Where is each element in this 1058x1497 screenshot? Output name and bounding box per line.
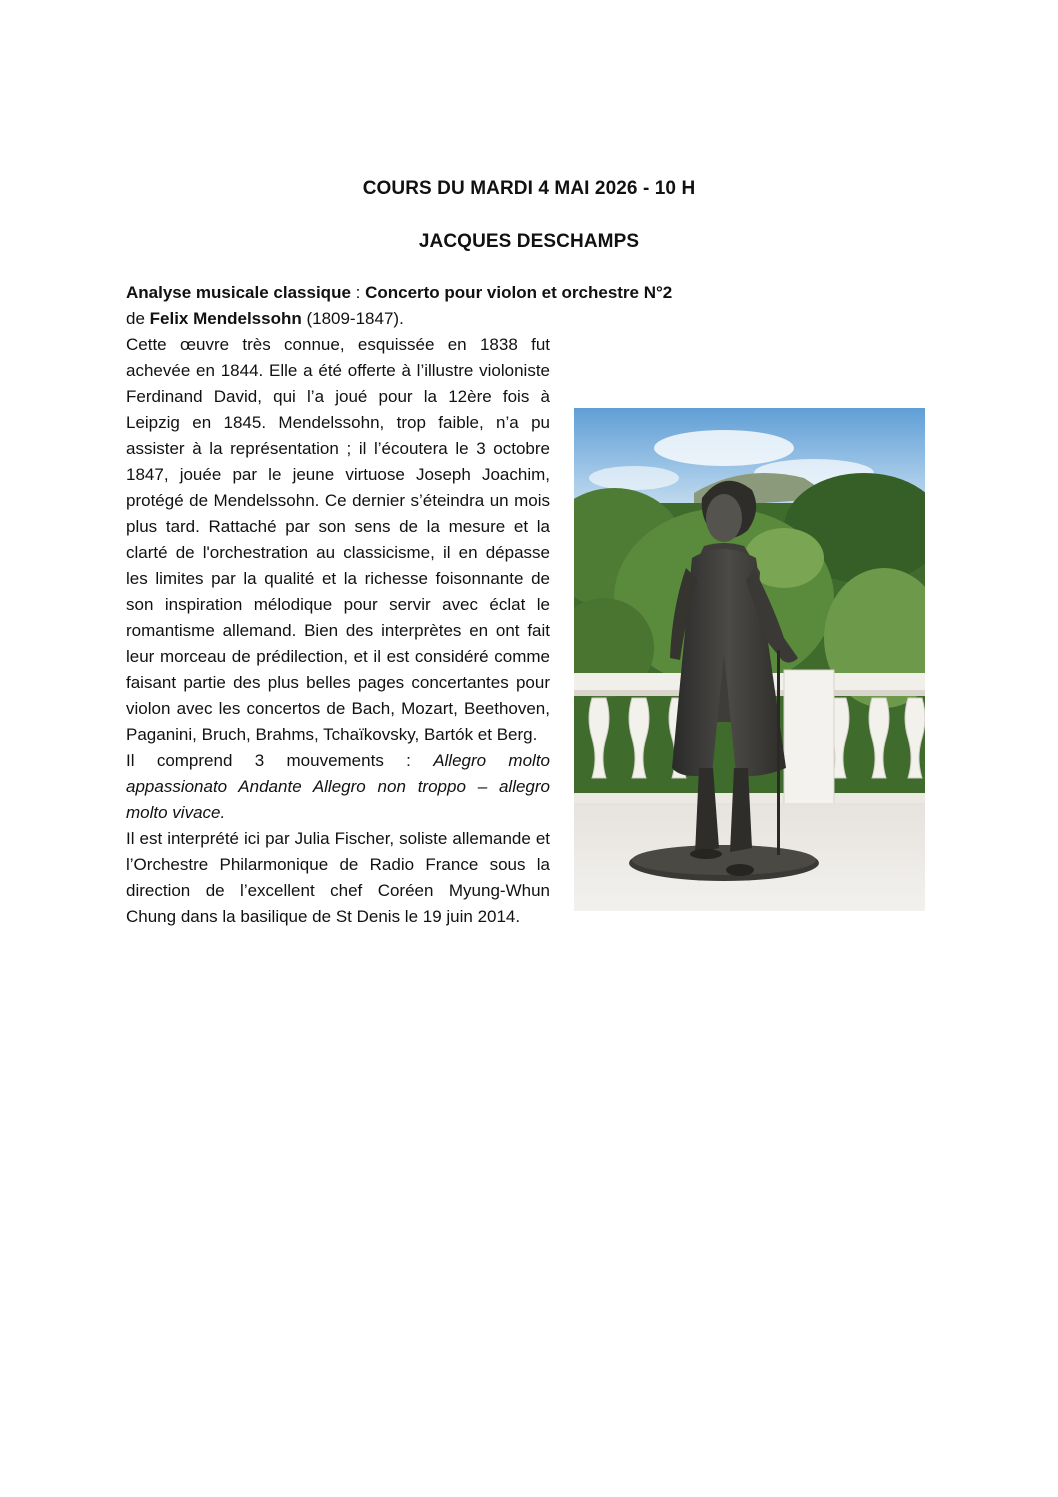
intro-de: de [126, 309, 150, 328]
paragraph-movements [126, 748, 550, 826]
intro-separator: : [350, 283, 366, 302]
statue-photo [574, 408, 925, 911]
paragraph-history: Cette œuvre très connue, esquissée en 1838 fut achevée en 1844. Elle a été offerte à l’illustre violoniste Ferdinand David, qui l’a joué pour la 12ère fois à Leipzig en 1845. Mendelssohn, trop faible, n’a pu assister à la représentation ; il l’écoutera le 3 octobre 1847, jouée par le jeune virtuose Joseph Joachim, protégé de Mendelssohn. Ce dernier s’éteindra un mois plus tard. Rattaché par son sens de la mesure et la clarté de l'orchestration au classicisme, il en dépasse les limites par la qualité et la richesse foisonnante de son inspiration mélodique pour servir avec éclat le romantisme allemand. Bien des interprètes en ont fait leur morceau de prédilection, et il est considéré comme faisant partie des plus belles pages concertantes pour violon avec les concertos de Bach, Mozart, Beethoven, Paganini, Bruch, Brahms, Tchaïkovsky, Bartók et Berg. [126, 335, 550, 744]
course-title: COURS DU MARDI 4 MAI 2026 - 10 H [362, 178, 696, 199]
paragraph-performance: Il est interprété ici par Julia Fischer, soliste allemande et l’Orchestre Philarmonique de Radio France sous la direction de l’excellent chef Coréen Myung-Whun Chung dans la basilique de St Denis le 19 juin 2014. [126, 829, 550, 926]
statue-illustration [574, 408, 925, 911]
intro-line-1 [126, 280, 672, 306]
composer-dates: (1809-1847). [301, 309, 404, 328]
intro-line-2 [126, 306, 404, 332]
work-title: Concerto pour violon et orchestre N°2 [365, 283, 673, 302]
movements-lead: Il comprend 3 mouvements : [126, 751, 434, 770]
intro-label: Analyse musicale classique [126, 283, 351, 302]
movements-list: Allegro molto appassionato Andante Allegro non troppo – allegro molto vivace. [126, 751, 550, 822]
composer-name: Felix Mendelssohn [149, 309, 302, 328]
lecturer-name: JACQUES DESCHAMPS [418, 231, 640, 252]
article-body [126, 332, 550, 930]
